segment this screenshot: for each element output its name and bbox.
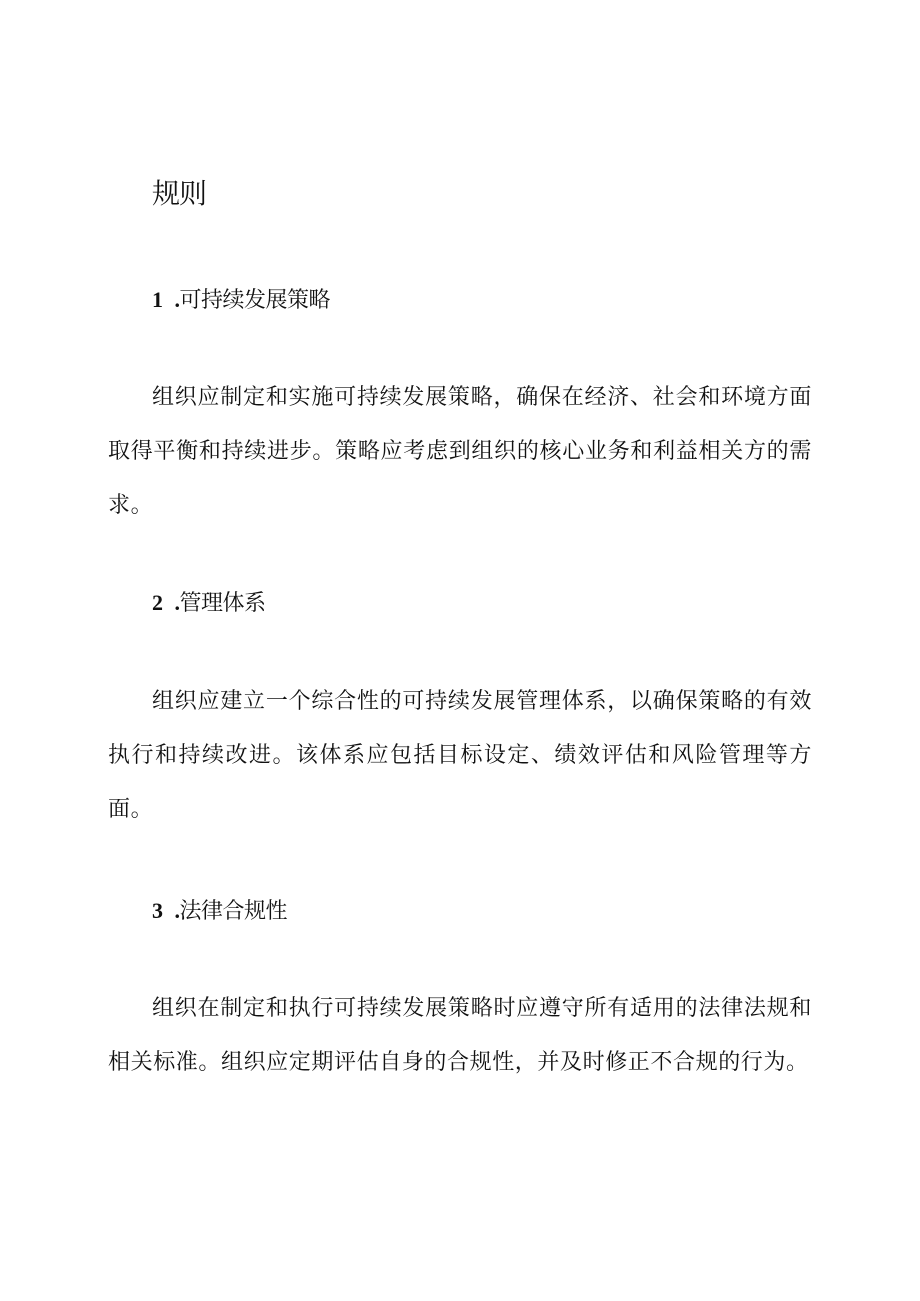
section-number-dot: . (174, 590, 180, 615)
section-heading-text: 管理体系 (179, 591, 266, 616)
section-number: 1 (152, 287, 163, 312)
section-number: 3 (152, 898, 163, 923)
section-heading-1 (152, 284, 330, 317)
section-body-3: 组织在制定和执行可持续发展策略时应遵守所有适用的法律法规和相关标准。组织应定期评估自身的合规性，并及时修正不合规的行为。 (108, 996, 812, 1075)
section-heading-text: 法律合规性 (179, 899, 288, 924)
section-heading-3 (152, 895, 287, 928)
section-heading-text: 可持续发展策略 (179, 288, 331, 313)
section-heading-2 (152, 587, 266, 620)
section-number-dot: . (174, 287, 180, 312)
section-body-1: 组织应制定和实施可持续发展策略，确保在经济、社会和环境方面取得平衡和持续进步。策略应考虑到组织的核心业务和利益相关方的需求。 (108, 385, 812, 518)
page-title: 规则 (152, 177, 207, 210)
section-number-dot: . (174, 898, 180, 923)
section-body-2: 组织应建立一个综合性的可持续发展管理体系，以确保策略的有效执行和持续改进。该体系应包括目标设定、绩效评估和风险管理等方面。 (108, 689, 812, 822)
section-number: 2 (152, 590, 163, 615)
